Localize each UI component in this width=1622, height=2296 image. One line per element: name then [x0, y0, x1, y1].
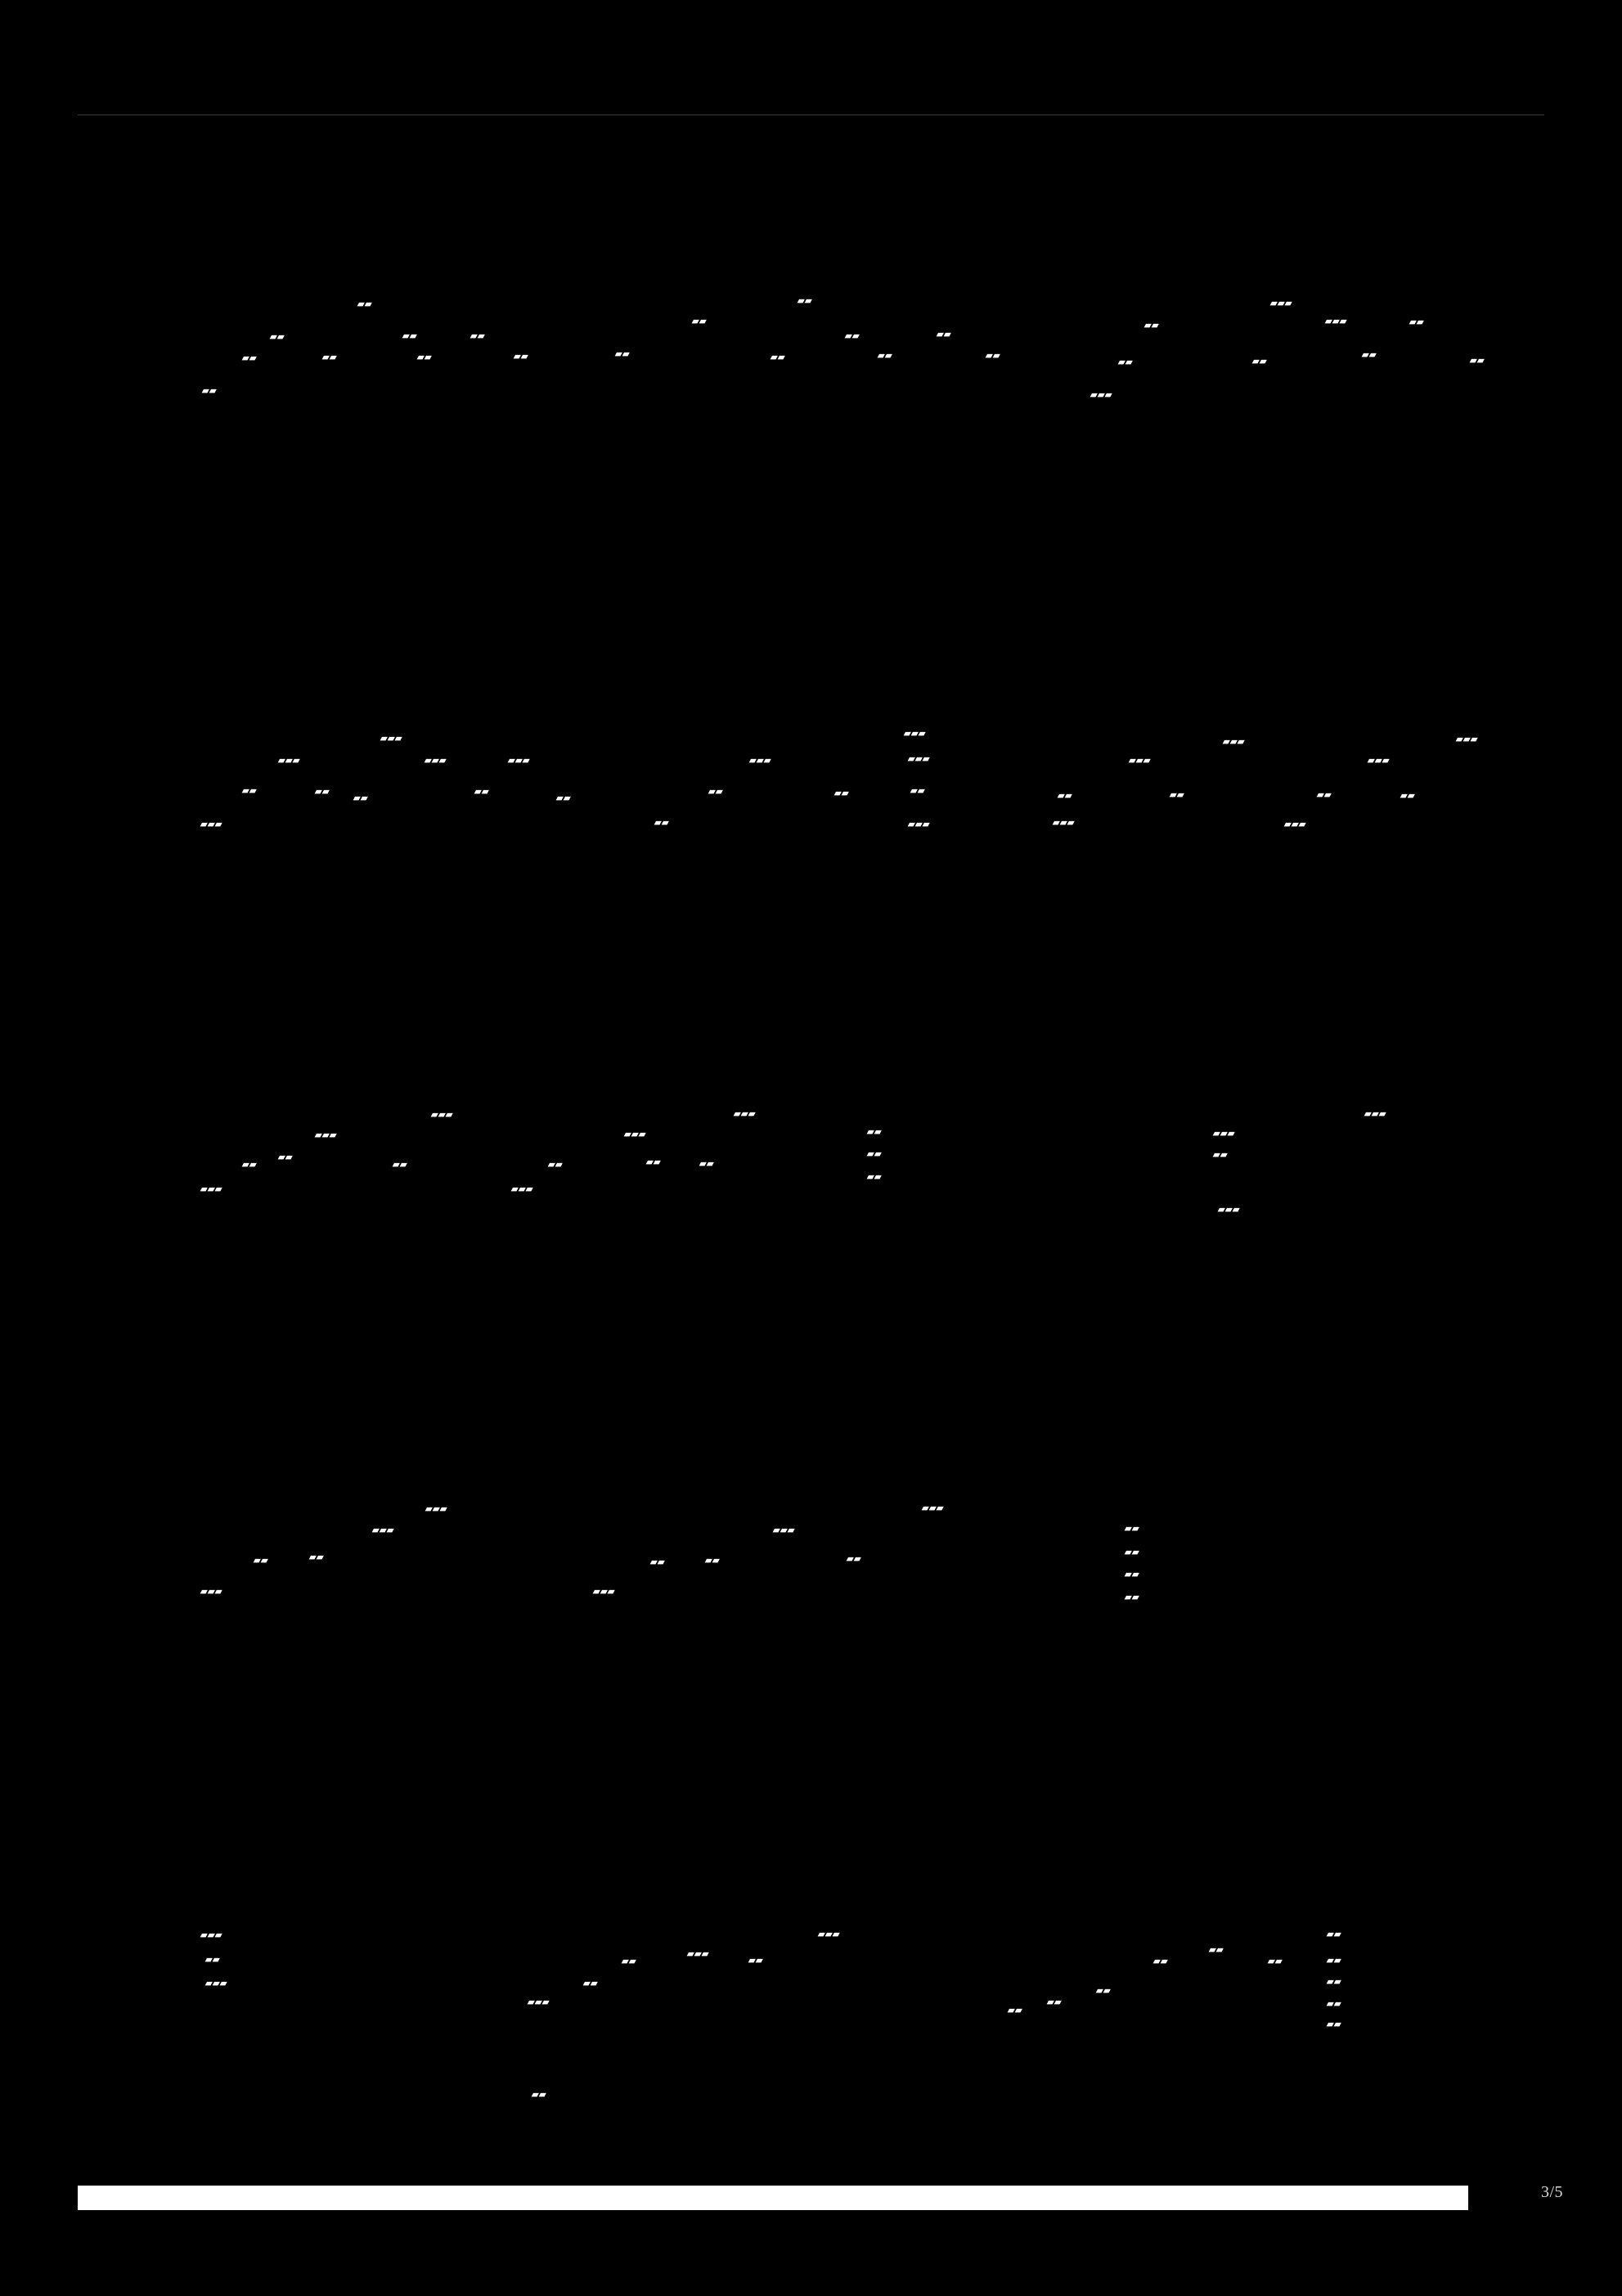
text-fragment: ▰▰ [1470, 356, 1485, 366]
text-fragment: ▰▰▰ [372, 1525, 394, 1535]
text-fragment: ▰▰ [1209, 1945, 1224, 1955]
text-fragment: ▰▰▰ [200, 1184, 222, 1194]
text-fragment: ▰▰▰ [425, 756, 447, 766]
footer-bar [78, 2186, 1468, 2210]
text-fragment: ▰▰▰ [773, 1525, 795, 1535]
text-fragment: ▰▰ [1327, 1999, 1341, 2009]
text-fragment: ▰▰ [692, 317, 707, 326]
text-fragment: ▰▰ [1125, 1570, 1139, 1579]
text-fragment: ▰▰ [1153, 1957, 1168, 1966]
text-fragment: ▰▰ [878, 351, 892, 361]
text-fragment: ▰▰ [1327, 1956, 1341, 1966]
text-fragment: ▰▰ [322, 353, 337, 362]
text-fragment: ▰▰▰ [1218, 1205, 1240, 1215]
text-fragment: ▰▰ [1327, 2020, 1341, 2029]
text-fragment: ▰▰▰ [734, 1109, 756, 1119]
text-fragment: ▰▰ [1047, 1997, 1062, 2007]
text-fragment: ▰▰▰ [908, 820, 930, 829]
text-fragment: ▰▰▰ [1270, 299, 1292, 308]
text-fragment: ▰▰ [202, 386, 217, 396]
text-fragment: ▰▰ [867, 1127, 882, 1137]
page-number: 3/5 [1540, 2183, 1563, 2201]
text-fragment: ▰▰ [357, 299, 372, 309]
text-fragment: ▰▰ [1213, 1150, 1228, 1160]
text-fragment: ▰▰ [708, 787, 723, 797]
text-fragment: ▰▰ [278, 1152, 293, 1162]
text-fragment: ▰▰▰ [1213, 1129, 1235, 1139]
text-fragment: ▰▰ [845, 331, 860, 341]
text-fragment: ▰▰▰ [593, 1587, 615, 1597]
text-fragment: ▰▰▰ [431, 1110, 453, 1120]
text-fragment: ▰▰ [242, 1160, 257, 1170]
text-fragment: ▰▰▰ [200, 1930, 222, 1940]
text-fragment: ▰▰ [270, 332, 285, 342]
text-fragment: ▰▰▰ [200, 1587, 222, 1597]
text-fragment: ▰▰ [393, 1160, 407, 1170]
text-fragment: ▰▰ [622, 1957, 636, 1966]
text-fragment: ▰▰ [646, 1157, 661, 1167]
text-fragment: ▰▰▰ [1456, 735, 1478, 744]
text-fragment: ▰▰▰ [528, 1997, 550, 2007]
text-fragment: ▰▰▰ [278, 756, 300, 766]
text-fragment: ▰▰▰ [1368, 756, 1390, 766]
text-fragment: ▰▰ [847, 1554, 861, 1564]
text-fragment: ▰▰ [254, 1556, 268, 1566]
text-fragment: ▰▰ [205, 1955, 220, 1965]
text-fragment: ▰▰ [615, 349, 630, 359]
text-fragment: ▰▰▰ [922, 1503, 944, 1513]
text-fragment: ▰▰ [1058, 791, 1072, 801]
text-fragment: ▰▰ [986, 351, 1000, 361]
text-fragment: ▰▰ [532, 2090, 546, 2100]
text-fragment: ▰▰ [1170, 790, 1184, 800]
text-fragment: ▰▰ [771, 353, 785, 362]
text-fragment: ▰▰▰ [425, 1504, 447, 1514]
text-fragment: ▰▰ [242, 353, 257, 363]
text-fragment: ▰▰▰ [1364, 1109, 1386, 1119]
text-fragment: ▰▰ [470, 331, 485, 341]
text-fragment: ▰▰ [583, 1979, 598, 1988]
text-fragment: ▰▰ [650, 1557, 665, 1567]
text-fragment: ▰▰▰ [1223, 737, 1245, 747]
text-fragment: ▰▰ [1268, 1957, 1283, 1966]
text-fragment: ▰▰▰ [200, 820, 222, 829]
text-fragment: ▰▰ [474, 787, 489, 797]
text-fragment: ▰▰ [834, 789, 849, 798]
text-fragment: ▰▰▰ [1129, 756, 1151, 766]
text-fragment: ▰▰▰ [205, 1979, 227, 1988]
text-fragment: ▰▰ [1008, 2006, 1022, 2015]
text-fragment: ▰▰ [699, 1159, 714, 1169]
text-fragment: ▰▰ [654, 818, 669, 828]
text-fragment: ▰▰ [1118, 357, 1133, 367]
text-fragment: ▰▰ [937, 330, 951, 339]
text-fragment: ▰▰▰ [380, 734, 402, 744]
text-fragment: ▰▰ [514, 352, 528, 362]
text-fragment: ▰▰ [1125, 1593, 1139, 1602]
text-fragment: ▰▰▰ [315, 1130, 337, 1140]
text-fragment: ▰▰▰ [818, 1930, 840, 1939]
text-fragment: ▰▰ [402, 331, 417, 341]
text-fragment: ▰▰ [705, 1556, 720, 1566]
text-fragment: ▰▰▰ [511, 1184, 533, 1194]
text-fragment: ▰▰ [556, 793, 571, 803]
text-fragment: ▰▰ [309, 1552, 324, 1562]
text-fragment: ▰▰▰ [904, 729, 926, 739]
text-fragment: ▰▰ [798, 296, 812, 306]
text-fragment: ▰▰ [1125, 1524, 1139, 1534]
text-fragment: ▰▰▰ [1090, 390, 1112, 400]
text-fragment: ▰▰▰ [624, 1130, 646, 1139]
text-fragment: ▰▰ [548, 1160, 563, 1170]
text-fragment: ▰▰ [1252, 357, 1267, 366]
text-fragment: ▰▰▰ [908, 754, 930, 764]
text-fragment: ▰▰ [1144, 321, 1159, 330]
text-fragment: ▰▰ [1125, 1548, 1139, 1557]
text-fragment: ▰▰ [910, 786, 925, 796]
text-fragment: ▰▰ [1327, 1930, 1341, 1939]
text-fragment: ▰▰▰ [749, 756, 771, 766]
text-fragment: ▰▰ [1317, 790, 1332, 800]
text-fragment: ▰▰ [748, 1956, 763, 1966]
text-fragment: ▰▰ [1327, 1977, 1341, 1987]
text-fragment: ▰▰ [242, 786, 257, 796]
text-fragment: ▰▰ [1096, 1986, 1111, 1996]
text-fragment: ▰▰ [1362, 350, 1377, 360]
text-fragment: ▰▰ [353, 793, 368, 803]
text-fragment: ▰▰ [1409, 317, 1424, 327]
text-fragment: ▰▰ [417, 353, 432, 362]
text-fragment: ▰▰▰ [1284, 820, 1306, 829]
text-fragment: ▰▰ [867, 1149, 882, 1159]
text-fragment: ▰▰▰ [508, 756, 530, 766]
text-fragment: ▰▰ [1400, 791, 1415, 801]
text-fragment: ▰▰▰ [1053, 818, 1075, 828]
text-fragment: ▰▰▰ [1325, 317, 1347, 326]
text-fragment: ▰▰▰ [687, 1949, 709, 1959]
text-fragment: ▰▰ [315, 787, 330, 797]
text-fragment: ▰▰ [867, 1172, 882, 1182]
